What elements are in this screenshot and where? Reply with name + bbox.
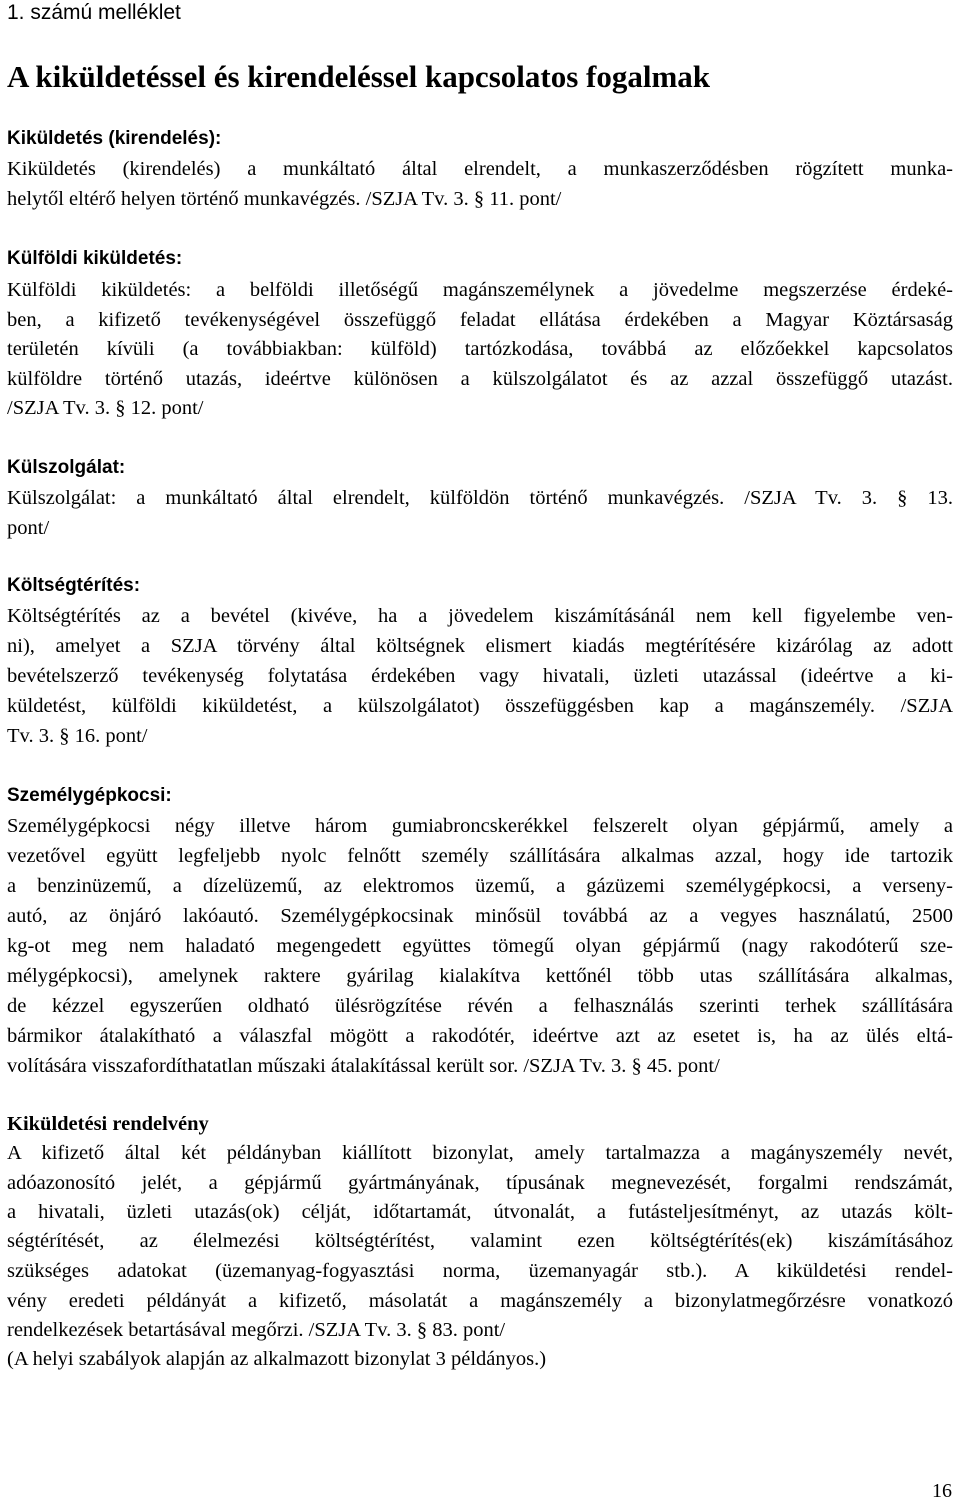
paragraph-line: volítására visszafordíthatatlan műszaki átalakítással került sor. /SZJA Tv. 3. § 45. pont/ (7, 1055, 720, 1077)
paragraph-line: rendelkezések betartásával megőrzi. /SZJA Tv. 3. § 83. pont/ (7, 1319, 506, 1341)
section-heading-koltsegterites: Költségtérítés: (7, 575, 141, 596)
paragraph-line: Személygépkocsi négy illetve három gumiabroncskerékkel felszerelt olyan gépjármű, amely a (7, 815, 953, 837)
paragraph-line: kg-ot meg nem haladató megengedett együttes tömegű olyan gépjármű (nagy rakodóterű sze- (7, 935, 953, 957)
paragraph-line: /SZJA Tv. 3. § 12. pont/ (7, 397, 204, 419)
paragraph-line: a benzinüzemű, a dízelüzemű, az elektromos üzemű, a gázüzemi személygépkocsi, a verseny- (7, 875, 953, 897)
paragraph-line: bármikor átalakítható a válaszfal mögött a rakodótér, ideértve azt az esetet is, ha az ülés eltá- (7, 1025, 953, 1047)
paragraph-line: vény eredeti példányát a kifizető, másolatát a magánszemély a bizonylatmegőrzésre vonatkozó (7, 1290, 953, 1312)
paragraph-line: A kifizető által két példányban kiállított bizonylat, amely tartalmazza a magányszemély nevét, (7, 1142, 953, 1164)
section-heading-szemelygepkocsi: Személygépkocsi: (7, 785, 172, 806)
paragraph-line: pont/ (7, 517, 50, 539)
paragraph-line: helytől eltérő helyen történő munkavégzés. /SZJA Tv. 3. § 11. pont/ (7, 188, 562, 210)
paragraph-line: ségtérítését, az élelmezési költségtérítést, valamint ezen költségtérítés(ek) kiszámításához (7, 1230, 953, 1252)
paragraph-line: a hivatali, üzleti utazás(ok) célját, időtartamát, útvonalát, a futásteljesítményt, az utazás költ- (7, 1201, 953, 1223)
paragraph-line: ben, a kifizető tevékenységével összefüggő feladat ellátása érdekében a Magyar Köztársaság (7, 309, 953, 331)
section-heading-kulfoldi-kikuldetes: Külföldi kiküldetés: (7, 248, 183, 269)
paragraph-line: Külföldi kiküldetés: a belföldi illetőségű magánszemélynek a jövedelme megszerzése érdeké- (7, 279, 953, 301)
paragraph-line: Kiküldetés (kirendelés) a munkáltató által elrendelt, a munkaszerződésben rögzített munka- (7, 158, 953, 180)
paragraph-line: adóazonosító jelét, a gépjármű gyártmányának, típusának megnevezését, forgalmi rendszámát, (7, 1172, 953, 1194)
paragraph-line: Költségtérítés az a bevétel (kivéve, ha a jövedelem kiszámításánál nem kell figyelembe ven- (7, 605, 953, 627)
section-heading-kikuldetesi-rendelveny: Kiküldetési rendelvény (7, 1113, 209, 1135)
paragraph-line: bevételszerző tevékenység folytatása érdekében vagy hivatali, üzleti utazással (ideértve a ki- (7, 665, 953, 687)
paragraph-line: külföldre történő utazás, ideértve különösen a külszolgálatot és az azzal összefüggő utazást. (7, 368, 953, 390)
paragraph-line: de kézzel egyszerűen oldható ülésrögzítése révén a felhasználás szerinti terhek szállítására (7, 995, 953, 1017)
paragraph-line: ni), amelyet a SZJA törvény által költségnek elismert kiadás megtérítésére kizárólag az adott (7, 635, 953, 657)
paragraph-line: mélygépkocsi), amelynek raktere gyárilag kialakítva kettőnél több utas szállítására alkalmas, (7, 965, 953, 987)
page-number: 16 (932, 1480, 952, 1502)
section-heading-kikuldetes: Kiküldetés (kirendelés): (7, 128, 222, 149)
paragraph-line: küldetést, külföldi kiküldetést, a külszolgálatot) összefüggésben kap a magánszemély. /SZJA (7, 695, 953, 717)
paragraph-line: vezetővel együtt legfeljebb nyolc felnőtt személy szállítására alkalmas azzal, hogy ide tartozik (7, 845, 953, 867)
annex-label: 1. számú melléklet (7, 1, 181, 24)
document-title: A kiküldetéssel és kirendeléssel kapcsolatos fogalmak (7, 59, 711, 94)
paragraph-line: Külszolgálat: a munkáltató által elrendelt, külföldön történő munkavégzés. /SZJA Tv. 3. § 13. (7, 487, 953, 509)
paragraph-line: (A helyi szabályok alapján az alkalmazott bizonylat 3 példányos.) (7, 1348, 547, 1370)
section-heading-kulszolgalat: Külszolgálat: (7, 457, 126, 478)
paragraph-line: autó, az önjáró lakóautó. Személygépkocsinak minősül továbbá az a vegyes használatú, 2500 (7, 905, 953, 927)
paragraph-line: Tv. 3. § 16. pont/ (7, 725, 148, 747)
paragraph-line: szükséges adatokat (üzemanyag-fogyasztási norma, üzemanyagár stb.). A kiküldetési rendel- (7, 1260, 953, 1282)
paragraph-line: területén kívüli (a továbbiakban: külföld) tartózkodása, továbbá az előzőekkel kapcsolatos (7, 338, 953, 360)
